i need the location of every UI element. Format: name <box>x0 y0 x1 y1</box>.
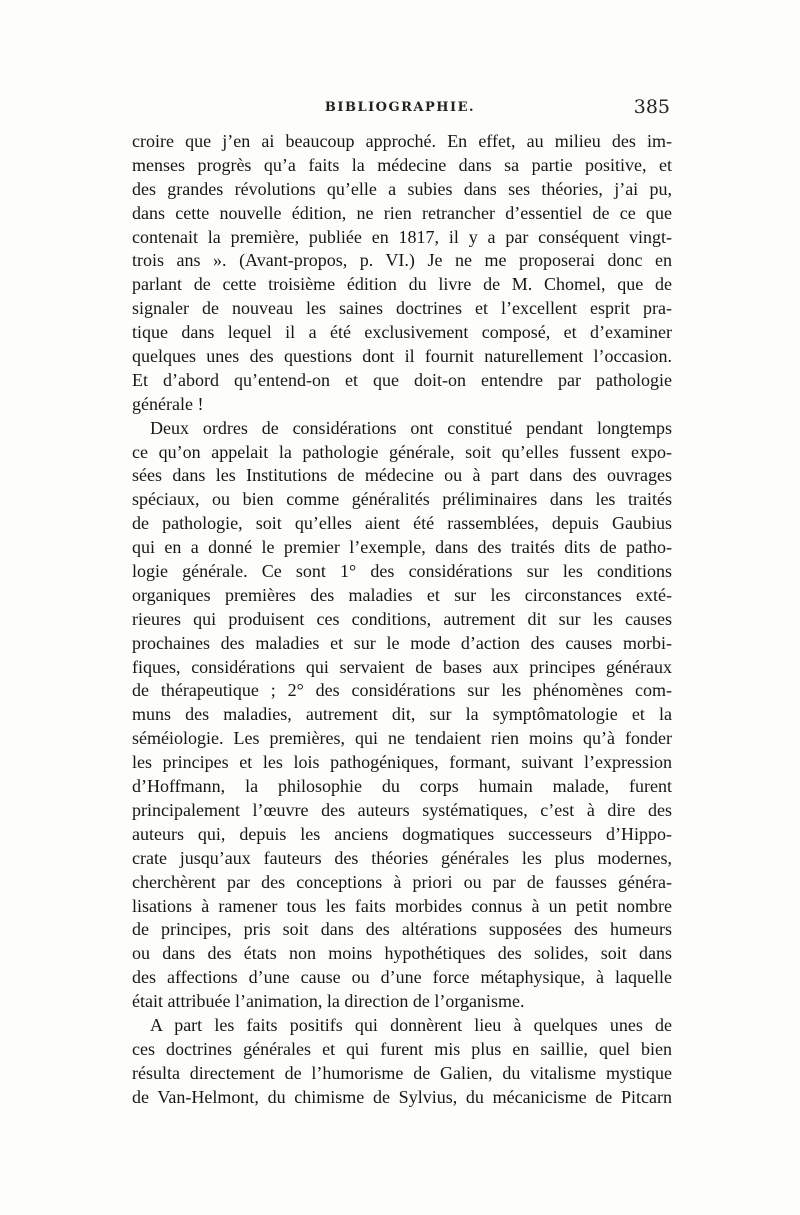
text-line: Et d’abord qu’entend-on et que doit-on entendre par pathologie <box>132 369 672 390</box>
text-line: A part les faits positifs qui donnèrent lieu à quelques unes de <box>150 1014 672 1035</box>
text-line: logie générale. Ce sont 1° des considérations sur les conditions <box>132 561 672 582</box>
text-line: qui en a donné le premier l’exemple, dans des traités dits de patho- <box>132 537 672 558</box>
text-line: dans cette nouvelle édition, ne rien retrancher d’essentiel de ce que <box>132 202 672 223</box>
paragraph-2 <box>132 417 672 1014</box>
text-line: muns des maladies, autrement dit, sur la symptômatologie et la <box>132 704 672 725</box>
text-line: spéciaux, ou bien comme généralités préliminaires dans les traités <box>132 489 672 510</box>
text-line: sées dans les Institutions de médecine ou à part dans des ouvrages <box>132 465 672 486</box>
running-title: BIBLIOGRAPHIE. <box>324 100 476 115</box>
text-line: des grandes révolutions qu’elle a subies dans ses théories, j’ai pu, <box>132 178 672 199</box>
text-line: prochaines des maladies et sur le mode d’action des causes morbi- <box>132 632 672 653</box>
page-number: 385 <box>633 96 670 118</box>
text-line: les principes et les lois pathogéniques, formant, suivant l’expression <box>132 752 672 773</box>
text-line: rieures qui produisent ces conditions, autrement dit sur les causes <box>132 608 672 629</box>
text-line: trois ans ». (Avant-propos, p. VI.) Je ne me proposerai donc en <box>132 250 672 271</box>
text-line: auteurs qui, depuis les anciens dogmatiques successeurs d’Hippo- <box>132 823 672 844</box>
text-line: de principes, pris soit dans des altérations supposées des humeurs <box>132 919 672 940</box>
text-line: de pathologie, soit qu’elles aient été rassemblées, depuis Gaubius <box>132 513 672 534</box>
text-line: quelques unes des questions dont il fournit naturellement l’occasion. <box>132 346 672 367</box>
text-line: de Van-Helmont, du chimisme de Sylvius, du mécanicisme de Pitcarn <box>132 1086 672 1107</box>
paragraph-1 <box>132 130 672 417</box>
text-line: d’Hoffmann, la philosophie du corps humain malade, furent <box>132 776 672 797</box>
text-line: fiques, considérations qui servaient de bases aux principes généraux <box>132 656 672 677</box>
text-line: était attribuée l’animation, la direction de l’organisme. <box>132 991 525 1012</box>
text-line: Deux ordres de considérations ont constitué pendant longtemps <box>150 417 672 438</box>
text-line: lisations à ramener tous les faits morbides connus à un petit nombre <box>132 895 672 916</box>
text-line: croire que j’en ai beaucoup approché. En effet, au milieu des im- <box>132 131 672 151</box>
text-line: tique dans lequel il a été exclusivement composé, et d’examiner <box>132 322 672 343</box>
text-line: parlant de cette troisième édition du livre de M. Chomel, que de <box>132 274 672 295</box>
text-line: des affections d’une cause ou d’une force métaphysique, à laquelle <box>132 967 672 988</box>
text-line: ce qu’on appelait la pathologie générale, soit qu’elles fussent expo- <box>132 441 672 462</box>
text-line: séméiologie. Les premières, qui ne tendaient rien moins qu’à fonder <box>132 728 672 749</box>
running-head <box>130 96 670 126</box>
text-line: ou dans des états non moins hypothétiques des solides, soit dans <box>132 943 672 964</box>
paragraph-3 <box>132 1014 672 1110</box>
text-line: cherchèrent par des conceptions à priori ou par de fausses généra- <box>132 871 672 892</box>
text-line: résulta directement de l’humorisme de Galien, du vitalisme mystique <box>132 1062 672 1083</box>
text-line: signaler de nouveau les saines doctrines et l’excellent esprit pra- <box>132 298 672 319</box>
text-line: contenait la première, publiée en 1817, il y a par conséquent vingt- <box>132 226 672 247</box>
text-line: ces doctrines générales et qui furent mis plus en saillie, quel bien <box>132 1038 672 1059</box>
body-text <box>132 130 672 1110</box>
text-line: générale ! <box>132 393 204 414</box>
text-line: de thérapeutique ; 2° des considérations sur les phénomènes com- <box>132 680 672 701</box>
text-line: organiques premières des maladies et sur les circonstances exté- <box>132 584 672 605</box>
text-line: menses progrès qu’a faits la médecine dans sa partie positive, et <box>132 154 672 175</box>
text-line: crate jusqu’aux fauteurs des théories générales les plus modernes, <box>132 847 672 868</box>
text-line: principalement l’œuvre des auteurs systématiques, c’est à dire des <box>132 799 672 820</box>
